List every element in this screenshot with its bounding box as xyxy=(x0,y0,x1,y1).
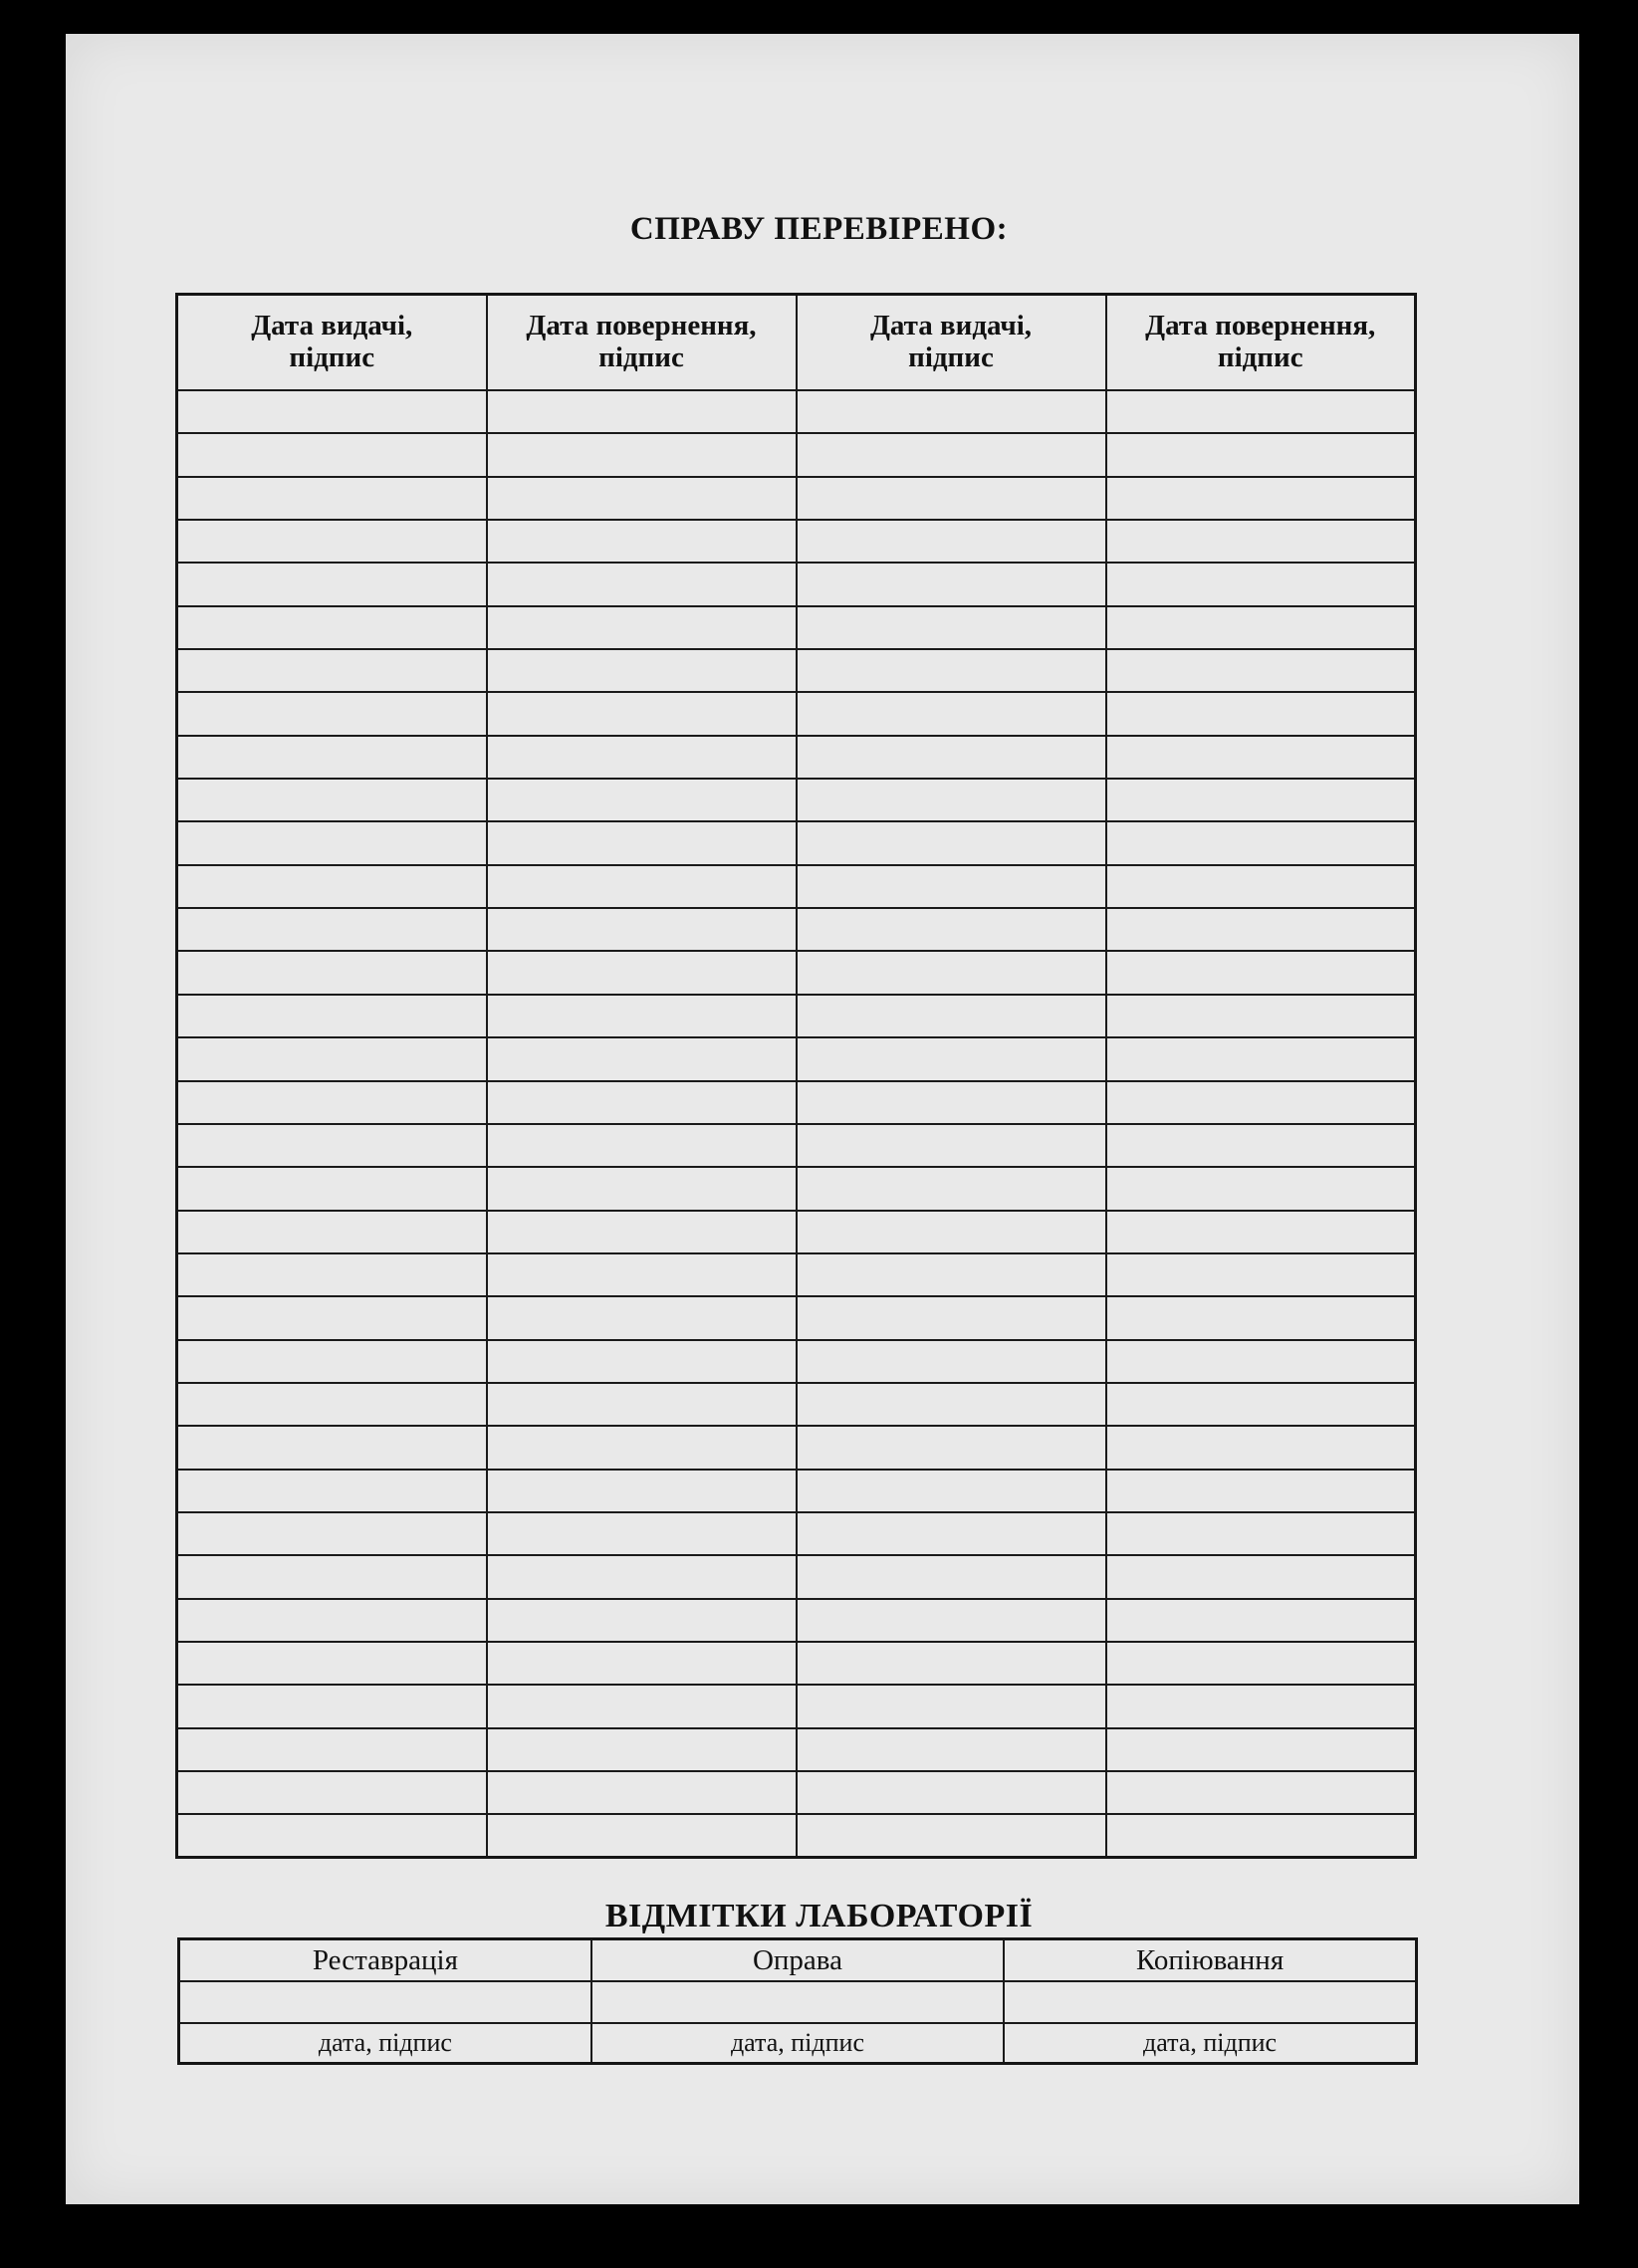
table-cell[interactable] xyxy=(797,1685,1106,1727)
table-cell[interactable] xyxy=(177,1167,487,1210)
table-cell[interactable] xyxy=(177,821,487,864)
table-cell[interactable] xyxy=(1106,1167,1416,1210)
header-issue-date-2-line1: Дата видачі, xyxy=(869,310,1033,342)
table-row xyxy=(177,1167,1416,1210)
table-cell[interactable] xyxy=(1106,606,1416,649)
table-row xyxy=(177,1512,1416,1555)
table-row xyxy=(177,1599,1416,1642)
table-cell[interactable] xyxy=(1106,1728,1416,1771)
table-cell[interactable] xyxy=(177,1211,487,1253)
lab-table-signature-row xyxy=(179,2023,1417,2064)
table-cell[interactable] xyxy=(487,1296,797,1339)
table-cell[interactable] xyxy=(1106,1771,1416,1814)
table-cell[interactable] xyxy=(177,1728,487,1771)
table-row xyxy=(177,606,1416,649)
lab-signature-copying: дата, підпис xyxy=(1004,2023,1416,2064)
table-cell[interactable] xyxy=(1106,821,1416,864)
table-cell[interactable] xyxy=(487,1124,797,1167)
table-cell[interactable] xyxy=(1106,951,1416,994)
header-return-date-1-line1: Дата повернення, xyxy=(526,310,757,342)
table-cell[interactable] xyxy=(1106,692,1416,735)
lab-header-copying: Копіювання xyxy=(1004,1939,1416,1982)
table-cell[interactable] xyxy=(1106,1599,1416,1642)
table-cell[interactable] xyxy=(177,1771,487,1814)
table-cell[interactable] xyxy=(797,649,1106,692)
table-row xyxy=(177,1814,1416,1857)
table-cell[interactable] xyxy=(797,908,1106,951)
table-row xyxy=(177,563,1416,605)
table-cell[interactable] xyxy=(1106,649,1416,692)
table-cell[interactable] xyxy=(487,951,797,994)
table-cell[interactable] xyxy=(487,390,797,433)
table-cell[interactable] xyxy=(797,1728,1106,1771)
table-cell[interactable] xyxy=(177,1685,487,1727)
table-cell[interactable] xyxy=(487,1771,797,1814)
table-cell[interactable] xyxy=(487,908,797,951)
table-row xyxy=(177,1728,1416,1771)
table-cell[interactable] xyxy=(1106,1211,1416,1253)
header-issue-date-2 xyxy=(797,295,1106,391)
table-cell[interactable] xyxy=(487,779,797,821)
table-cell[interactable] xyxy=(487,1470,797,1512)
table-cell[interactable] xyxy=(177,692,487,735)
checkout-table-body xyxy=(177,390,1416,1858)
table-row xyxy=(177,951,1416,994)
table-cell[interactable] xyxy=(1106,433,1416,476)
table-cell[interactable] xyxy=(487,1685,797,1727)
header-return-date-1-line2: підпис xyxy=(598,341,684,373)
header-return-date-1 xyxy=(487,295,797,391)
table-cell[interactable] xyxy=(1106,1426,1416,1469)
table-cell[interactable] xyxy=(177,1426,487,1469)
lab-signature-binding: дата, підпис xyxy=(591,2023,1004,2064)
table-cell[interactable] xyxy=(1106,1081,1416,1124)
table-cell[interactable] xyxy=(177,1081,487,1124)
table-cell[interactable] xyxy=(487,1383,797,1426)
table-cell[interactable] xyxy=(177,779,487,821)
table-cell[interactable] xyxy=(487,1728,797,1771)
lab-entry-restoration[interactable] xyxy=(179,1981,591,2023)
lab-table xyxy=(177,1937,1418,2065)
table-row xyxy=(177,477,1416,520)
table-cell[interactable] xyxy=(177,1383,487,1426)
table-row xyxy=(177,1124,1416,1167)
table-cell[interactable] xyxy=(1106,865,1416,908)
table-cell[interactable] xyxy=(797,736,1106,779)
table-cell[interactable] xyxy=(797,1296,1106,1339)
table-cell[interactable] xyxy=(177,520,487,563)
table-cell[interactable] xyxy=(1106,736,1416,779)
table-row xyxy=(177,995,1416,1037)
table-cell[interactable] xyxy=(177,908,487,951)
table-row xyxy=(177,520,1416,563)
table-cell[interactable] xyxy=(487,736,797,779)
table-cell[interactable] xyxy=(797,821,1106,864)
table-row xyxy=(177,736,1416,779)
table-cell[interactable] xyxy=(177,649,487,692)
table-row xyxy=(177,1555,1416,1598)
table-row xyxy=(177,692,1416,735)
lab-table-container xyxy=(177,1937,1418,2064)
table-cell[interactable] xyxy=(177,1253,487,1296)
table-cell[interactable] xyxy=(797,1470,1106,1512)
table-cell[interactable] xyxy=(487,477,797,520)
lab-notes-title: ВІДМІТКИ ЛАБОРАТОРІЇ xyxy=(604,1898,1034,1934)
table-cell[interactable] xyxy=(487,1167,797,1210)
table-cell[interactable] xyxy=(1106,390,1416,433)
table-cell[interactable] xyxy=(1106,1555,1416,1598)
table-cell[interactable] xyxy=(487,865,797,908)
table-cell[interactable] xyxy=(797,1167,1106,1210)
table-cell[interactable] xyxy=(487,1814,797,1857)
table-cell[interactable] xyxy=(797,1383,1106,1426)
table-cell[interactable] xyxy=(177,390,487,433)
table-cell[interactable] xyxy=(177,1124,487,1167)
lab-entry-copying[interactable] xyxy=(1004,1981,1416,2023)
table-cell[interactable] xyxy=(487,821,797,864)
table-row xyxy=(177,1253,1416,1296)
header-return-date-2-line1: Дата повернення, xyxy=(1145,310,1376,342)
table-cell[interactable] xyxy=(487,995,797,1037)
lab-table-header-row xyxy=(179,1939,1417,1982)
table-cell[interactable] xyxy=(177,477,487,520)
table-cell[interactable] xyxy=(797,779,1106,821)
table-cell[interactable] xyxy=(177,1512,487,1555)
table-row xyxy=(177,865,1416,908)
table-cell[interactable] xyxy=(1106,1814,1416,1857)
table-row xyxy=(177,1081,1416,1124)
table-cell[interactable] xyxy=(797,1599,1106,1642)
table-row xyxy=(177,1426,1416,1469)
table-cell[interactable] xyxy=(1106,908,1416,951)
table-cell[interactable] xyxy=(797,1081,1106,1124)
table-cell[interactable] xyxy=(177,433,487,476)
table-row xyxy=(177,1037,1416,1080)
table-cell[interactable] xyxy=(177,1555,487,1598)
table-row xyxy=(177,1642,1416,1685)
table-cell[interactable] xyxy=(1106,477,1416,520)
table-cell[interactable] xyxy=(177,1037,487,1080)
table-cell[interactable] xyxy=(797,1340,1106,1383)
table-cell[interactable] xyxy=(797,1037,1106,1080)
table-cell[interactable] xyxy=(797,390,1106,433)
table-cell[interactable] xyxy=(1106,1037,1416,1080)
lab-table-entry-row xyxy=(179,1981,1417,2023)
table-cell[interactable] xyxy=(177,1599,487,1642)
table-cell[interactable] xyxy=(1106,1512,1416,1555)
table-row xyxy=(177,1340,1416,1383)
table-row xyxy=(177,1211,1416,1253)
lab-header-binding: Оправа xyxy=(591,1939,1004,1982)
header-return-date-2-line2: підпис xyxy=(1217,341,1303,373)
table-cell[interactable] xyxy=(1106,1340,1416,1383)
table-cell[interactable] xyxy=(487,1599,797,1642)
table-cell[interactable] xyxy=(1106,1470,1416,1512)
table-cell[interactable] xyxy=(1106,995,1416,1037)
table-cell[interactable] xyxy=(177,1642,487,1685)
table-cell[interactable] xyxy=(177,1296,487,1339)
table-cell[interactable] xyxy=(797,606,1106,649)
lab-entry-binding[interactable] xyxy=(591,1981,1004,2023)
table-cell[interactable] xyxy=(797,477,1106,520)
table-cell[interactable] xyxy=(797,433,1106,476)
table-cell[interactable] xyxy=(797,563,1106,605)
table-row xyxy=(177,390,1416,433)
table-cell[interactable] xyxy=(487,692,797,735)
table-cell[interactable] xyxy=(177,606,487,649)
table-cell[interactable] xyxy=(177,1814,487,1857)
table-cell[interactable] xyxy=(487,1081,797,1124)
table-cell[interactable] xyxy=(797,1771,1106,1814)
table-cell[interactable] xyxy=(487,606,797,649)
table-cell[interactable] xyxy=(177,1470,487,1512)
table-cell[interactable] xyxy=(487,563,797,605)
header-issue-date-1 xyxy=(177,295,487,391)
table-cell[interactable] xyxy=(797,1814,1106,1857)
table-cell[interactable] xyxy=(487,1253,797,1296)
table-row xyxy=(177,908,1416,951)
table-cell[interactable] xyxy=(797,865,1106,908)
table-cell[interactable] xyxy=(177,1340,487,1383)
header-issue-date-2-line2: підпис xyxy=(908,341,994,373)
table-cell[interactable] xyxy=(797,1253,1106,1296)
table-cell[interactable] xyxy=(487,1555,797,1598)
table-cell[interactable] xyxy=(487,1037,797,1080)
table-cell[interactable] xyxy=(177,951,487,994)
table-cell[interactable] xyxy=(487,649,797,692)
table-cell[interactable] xyxy=(1106,1685,1416,1727)
table-cell[interactable] xyxy=(487,520,797,563)
table-cell[interactable] xyxy=(797,1555,1106,1598)
table-cell[interactable] xyxy=(487,433,797,476)
table-cell[interactable] xyxy=(1106,520,1416,563)
table-cell[interactable] xyxy=(797,1642,1106,1685)
table-cell[interactable] xyxy=(1106,1253,1416,1296)
table-cell[interactable] xyxy=(797,520,1106,563)
table-cell[interactable] xyxy=(1106,563,1416,605)
table-cell[interactable] xyxy=(797,951,1106,994)
table-cell[interactable] xyxy=(177,563,487,605)
table-cell[interactable] xyxy=(177,736,487,779)
lab-header-restoration: Реставрація xyxy=(179,1939,591,1982)
checked-title: СПРАВУ ПЕРЕВІРЕНО: xyxy=(629,211,1009,247)
table-cell[interactable] xyxy=(797,1211,1106,1253)
table-row xyxy=(177,1296,1416,1339)
table-row xyxy=(177,1771,1416,1814)
table-cell[interactable] xyxy=(1106,1642,1416,1685)
table-row xyxy=(177,821,1416,864)
table-row xyxy=(177,1383,1416,1426)
header-issue-date-1-line1: Дата видачі, xyxy=(251,310,413,342)
table-cell[interactable] xyxy=(1106,1383,1416,1426)
table-row xyxy=(177,433,1416,476)
table-cell[interactable] xyxy=(797,1124,1106,1167)
table-row xyxy=(177,1685,1416,1727)
table-cell[interactable] xyxy=(487,1426,797,1469)
table-row xyxy=(177,779,1416,821)
table-cell[interactable] xyxy=(797,692,1106,735)
checkout-table-container xyxy=(175,293,1417,1854)
table-row xyxy=(177,1470,1416,1512)
table-cell[interactable] xyxy=(797,1512,1106,1555)
table-cell[interactable] xyxy=(1106,1124,1416,1167)
table-cell[interactable] xyxy=(487,1642,797,1685)
table-cell[interactable] xyxy=(1106,1296,1416,1339)
header-issue-date-1-line2: підпис xyxy=(289,341,375,373)
table-cell[interactable] xyxy=(797,1426,1106,1469)
table-cell[interactable] xyxy=(177,865,487,908)
table-cell[interactable] xyxy=(487,1512,797,1555)
header-return-date-2 xyxy=(1106,295,1416,391)
lab-signature-restoration: дата, підпис xyxy=(179,2023,591,2064)
table-cell[interactable] xyxy=(177,995,487,1037)
table-cell[interactable] xyxy=(797,995,1106,1037)
checkout-table xyxy=(175,293,1417,1859)
table-cell[interactable] xyxy=(1106,779,1416,821)
table-row xyxy=(177,649,1416,692)
checkout-table-header-row xyxy=(177,295,1416,391)
table-cell[interactable] xyxy=(487,1340,797,1383)
table-cell[interactable] xyxy=(487,1211,797,1253)
